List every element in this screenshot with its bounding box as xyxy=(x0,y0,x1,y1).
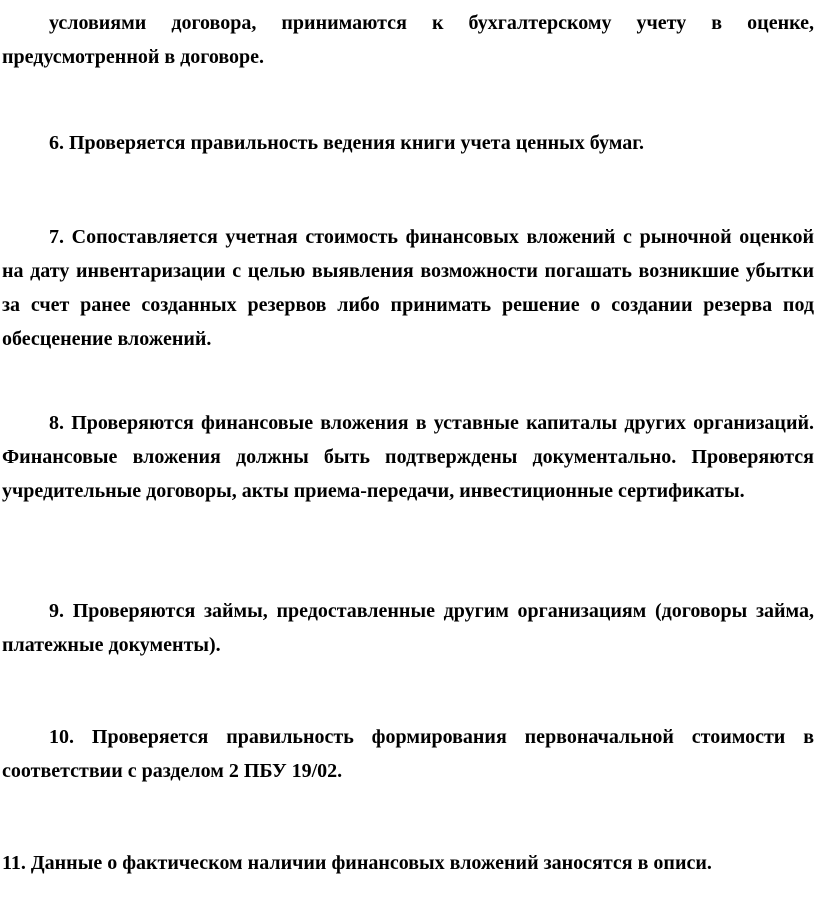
paragraph-item-7: 7. Сопоставляется учетная стоимость финансовых вложений с рыночной оценкой на дату инвентаризации с целью выявления возможности погашать возникшие убытки за счет ранее созданных резервов либо принимать решение о создании резерва под обесценение вложений. xyxy=(2,226,814,350)
paragraph-item-11: 11. Данные о фактическом наличии финансовых вложений заносятся в описи. xyxy=(2,852,712,874)
paragraph-item-8: 8. Проверяются финансовые вложения в уставные капиталы других организаций. Финансовые вложения должны быть подтверждены документально. Проверяются учредительные договоры, акты приема-передачи, инвестиционные сертификаты. xyxy=(2,412,814,502)
paragraph-item-9: 9. Проверяются займы, предоставленные другим организациям (договоры займа, платежные документы). xyxy=(2,600,814,656)
paragraph-continuation: условиями договора, принимаются к бухгалтерскому учету в оценке, предусмотренной в договоре. xyxy=(2,12,814,68)
paragraph-item-6: 6. Проверяется правильность ведения книги учета ценных бумаг. xyxy=(49,132,645,154)
paragraph-item-10: 10. Проверяется правильность формирования первоначальной стоимости в соответствии с разделом 2 ПБУ 19/02. xyxy=(2,726,814,782)
